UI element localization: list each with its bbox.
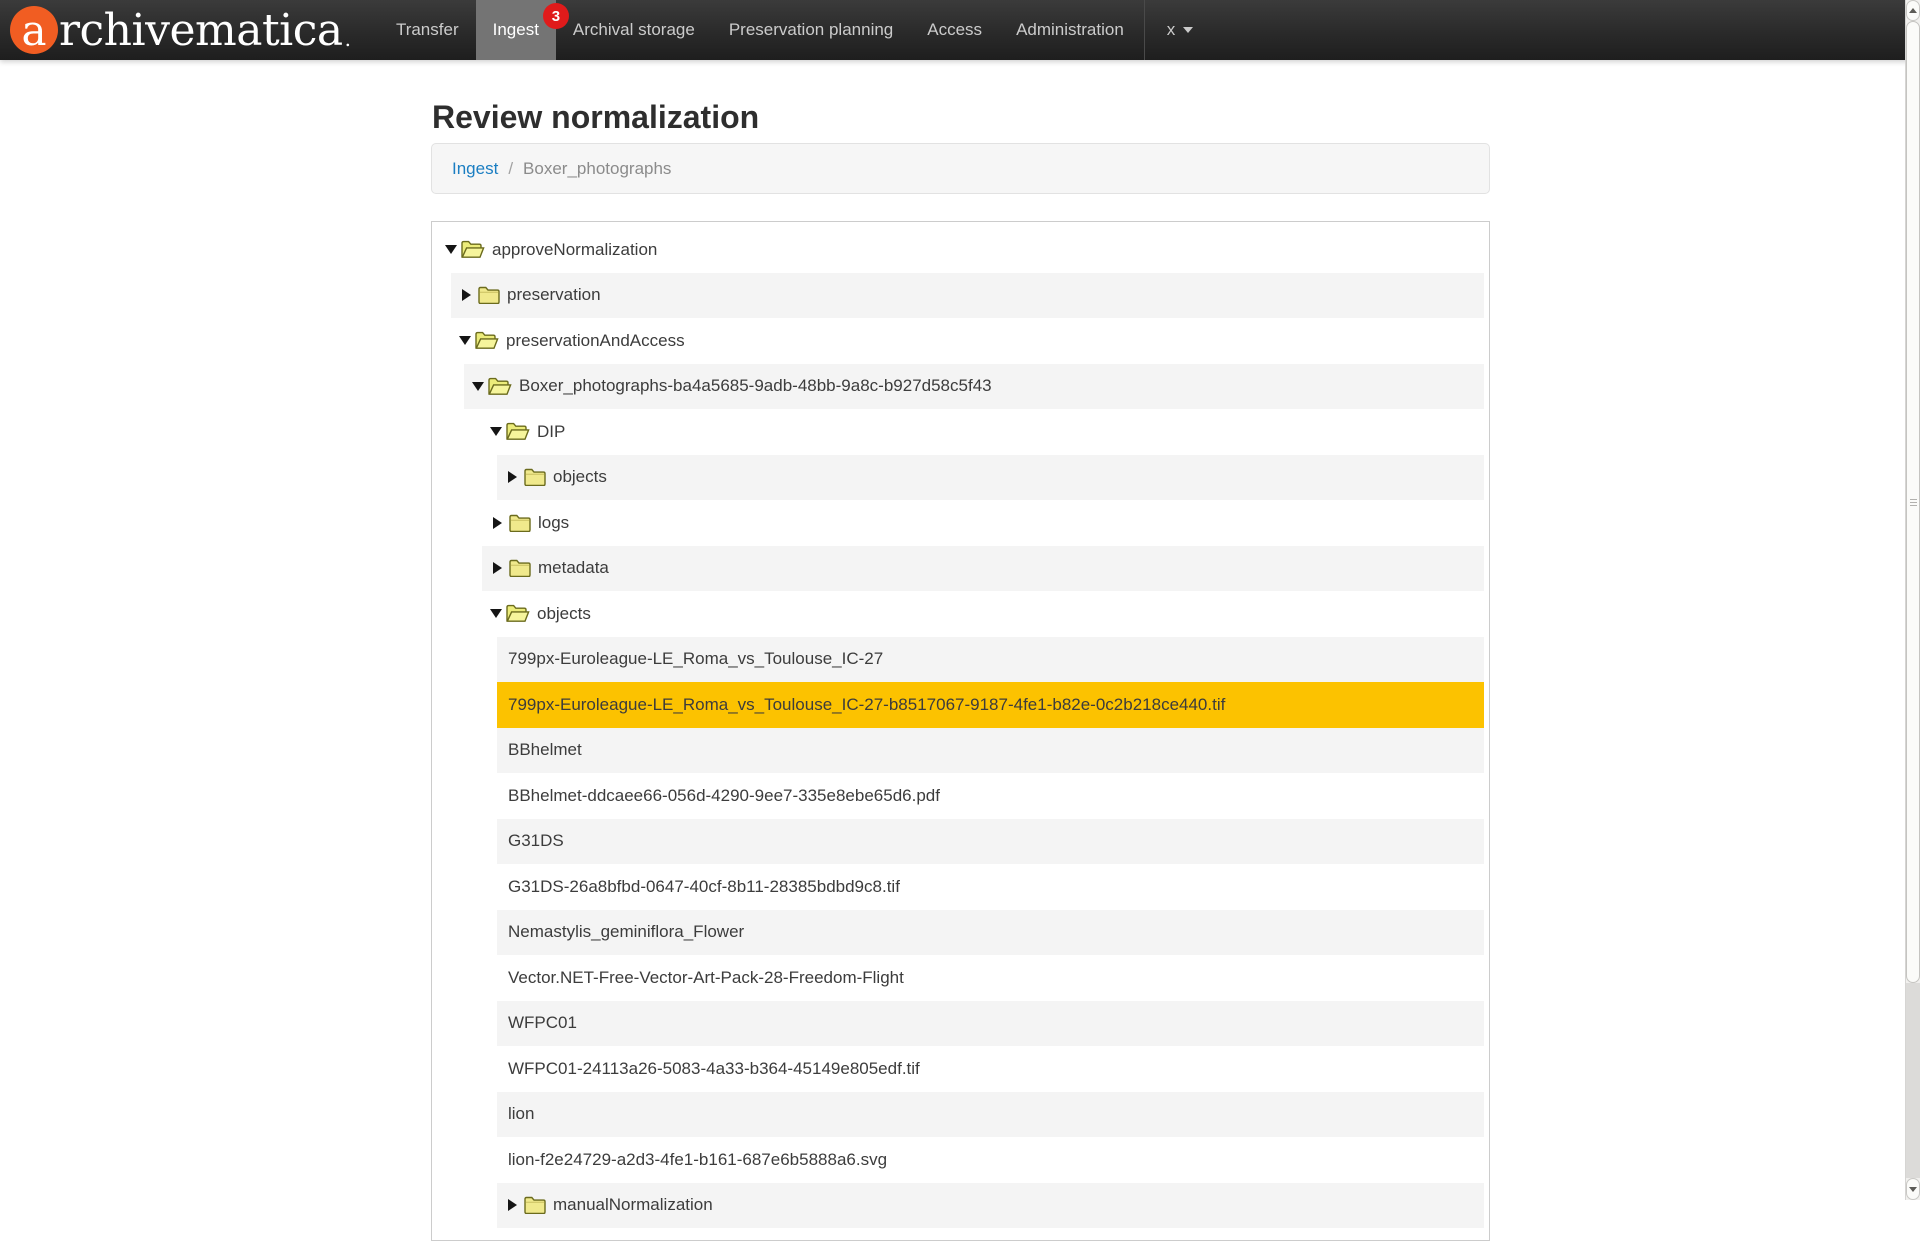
nav-item-label: Transfer (395, 20, 459, 39)
expander-icon[interactable] (490, 609, 502, 618)
tree-row-label[interactable]: Vector.NET-Free-Vector-Art-Pack-28-Freedom-Flight (508, 967, 904, 987)
tree-row[interactable] (451, 318, 1484, 364)
logo-text: rchivematica (59, 4, 343, 56)
tree-row[interactable] (497, 455, 1484, 501)
logo-orange-circle: a (10, 6, 58, 54)
tree-row[interactable] (482, 546, 1484, 592)
page-title: Review normalization (432, 99, 760, 135)
tree-row-label[interactable]: lion (508, 1104, 535, 1124)
tree-row-label[interactable]: BBhelmet-ddcaee66-056d-4290-9ee7-335e8ebe65d6.pdf (508, 785, 940, 805)
folder-open-icon (475, 331, 499, 350)
expander-icon[interactable] (445, 245, 457, 254)
tree-row[interactable] (497, 955, 1484, 1001)
expander-icon[interactable] (490, 427, 502, 436)
nav-item-label: Preservation planning (728, 20, 894, 39)
expander-icon[interactable] (459, 336, 471, 345)
scrollbar-thumb[interactable] (1906, 21, 1920, 983)
user-menu-dropdown[interactable] (1144, 0, 1216, 60)
tree-row-label[interactable]: 799px-Euroleague-LE_Roma_vs_Toulouse_IC-27-b8517067-9187-4fe1-b82e-0c2b218ce440.tif (508, 694, 1226, 714)
tree-row[interactable] (482, 409, 1484, 455)
tree-row-label[interactable]: logs (538, 512, 570, 532)
nav-item-label: Administration (1016, 20, 1124, 39)
nav-item-label: Archival storage (572, 20, 695, 39)
folder-closed-icon (478, 286, 500, 304)
folder-closed-icon (509, 514, 531, 532)
tree-row-label[interactable]: 799px-Euroleague-LE_Roma_vs_Toulouse_IC-27 (508, 649, 884, 669)
breadcrumb (431, 143, 1490, 194)
folder-open-icon (461, 240, 485, 259)
folder-closed-icon (509, 559, 531, 577)
tree-row[interactable] (497, 1137, 1484, 1183)
tree-row-label[interactable]: objects (537, 603, 591, 623)
tree-row[interactable] (497, 637, 1484, 683)
tree-row-label[interactable]: WFPC01-24113a26-5083-4a33-b364-45149e805edf.tif (508, 1058, 920, 1078)
tree-row-label[interactable]: Boxer_photographs-ba4a5685-9adb-48bb-9a8c-b927d58c5f43 (519, 376, 992, 396)
vertical-scrollbar[interactable] (1905, 0, 1920, 1200)
tree-row[interactable] (497, 864, 1484, 910)
chevron-down-icon (1183, 27, 1193, 33)
expander-icon[interactable] (493, 562, 502, 574)
main-nav (379, 0, 1141, 60)
tree-row[interactable] (497, 1046, 1484, 1092)
tree-row-label[interactable]: approveNormalization (492, 239, 658, 259)
tree-row-label[interactable]: Nemastylis_geminiflora_Flower (508, 922, 745, 942)
nav-item-preservation-planning[interactable] (712, 0, 910, 60)
tree-row-label[interactable]: objects (553, 467, 607, 487)
expander-icon[interactable] (472, 382, 484, 391)
folder-open-icon (488, 377, 512, 396)
scroll-down-icon (1909, 1187, 1917, 1192)
breadcrumb-divider: / (508, 158, 514, 178)
expander-icon[interactable] (508, 1199, 517, 1211)
scroll-down-button[interactable] (1906, 1178, 1920, 1200)
scroll-up-button[interactable] (1906, 0, 1920, 21)
tree-row[interactable] (451, 273, 1484, 319)
tree-row[interactable] (497, 728, 1484, 774)
tree-row[interactable] (497, 1092, 1484, 1138)
tree-row-label[interactable]: G31DS-26a8bfbd-0647-40cf-8b11-28385bdbd9c8.tif (508, 876, 900, 896)
tree-row-label[interactable]: BBhelmet (508, 740, 582, 760)
nav-item-label: Ingest (492, 20, 539, 39)
nav-item-administration[interactable] (999, 0, 1141, 60)
file-explorer-panel (431, 221, 1490, 1241)
tree-row-label[interactable]: manualNormalization (553, 1195, 713, 1215)
folder-open-icon (506, 604, 530, 623)
nav-item-access[interactable] (910, 0, 999, 60)
tree-row-label[interactable]: lion-f2e24729-a2d3-4fe1-b161-687e6b5888a6.svg (508, 1149, 888, 1169)
tree-row[interactable] (497, 910, 1484, 956)
tree-row[interactable] (482, 591, 1484, 637)
tree-row[interactable] (497, 1001, 1484, 1047)
tree-row[interactable] (497, 1183, 1484, 1229)
notification-badge: 3 (543, 3, 569, 29)
top-navbar (0, 0, 1920, 60)
tree-row[interactable] (437, 227, 1484, 273)
tree-row-label[interactable]: WFPC01 (508, 1013, 577, 1033)
scroll-up-icon (1909, 8, 1917, 13)
tree-row[interactable] (497, 819, 1484, 865)
expander-icon[interactable] (508, 471, 517, 483)
nav-item-transfer[interactable] (379, 0, 476, 60)
nav-item-archival-storage[interactable] (556, 0, 712, 60)
scrollbar-track[interactable] (1906, 983, 1920, 1178)
tree-row[interactable] (464, 364, 1484, 410)
nav-item-label: Access (927, 20, 983, 39)
tree-row-label[interactable]: DIP (537, 421, 566, 441)
main-content (431, 60, 1490, 1241)
tree-row-label[interactable]: preservation (507, 285, 601, 305)
tree-row[interactable] (482, 500, 1484, 546)
tree-row-label[interactable]: preservationAndAccess (506, 330, 685, 350)
expander-icon[interactable] (493, 517, 502, 529)
logo-dot: . (344, 27, 351, 51)
nav-item-ingest[interactable] (476, 0, 561, 60)
user-menu-label: x (1166, 20, 1176, 39)
expander-icon[interactable] (462, 289, 471, 301)
folder-open-icon (506, 422, 530, 441)
breadcrumb-ingest-link[interactable]: Ingest (452, 158, 499, 178)
scrollbar-grip-icon (1910, 502, 1917, 503)
tree-row[interactable] (497, 773, 1484, 819)
folder-closed-icon (524, 1196, 546, 1214)
app-logo[interactable] (0, 0, 379, 60)
tree-row[interactable] (497, 682, 1484, 728)
folder-closed-icon (524, 468, 546, 486)
breadcrumb-current: Boxer_photographs (523, 158, 672, 178)
tree-row-label[interactable]: G31DS (508, 831, 564, 851)
tree-row-label[interactable]: metadata (538, 558, 609, 578)
